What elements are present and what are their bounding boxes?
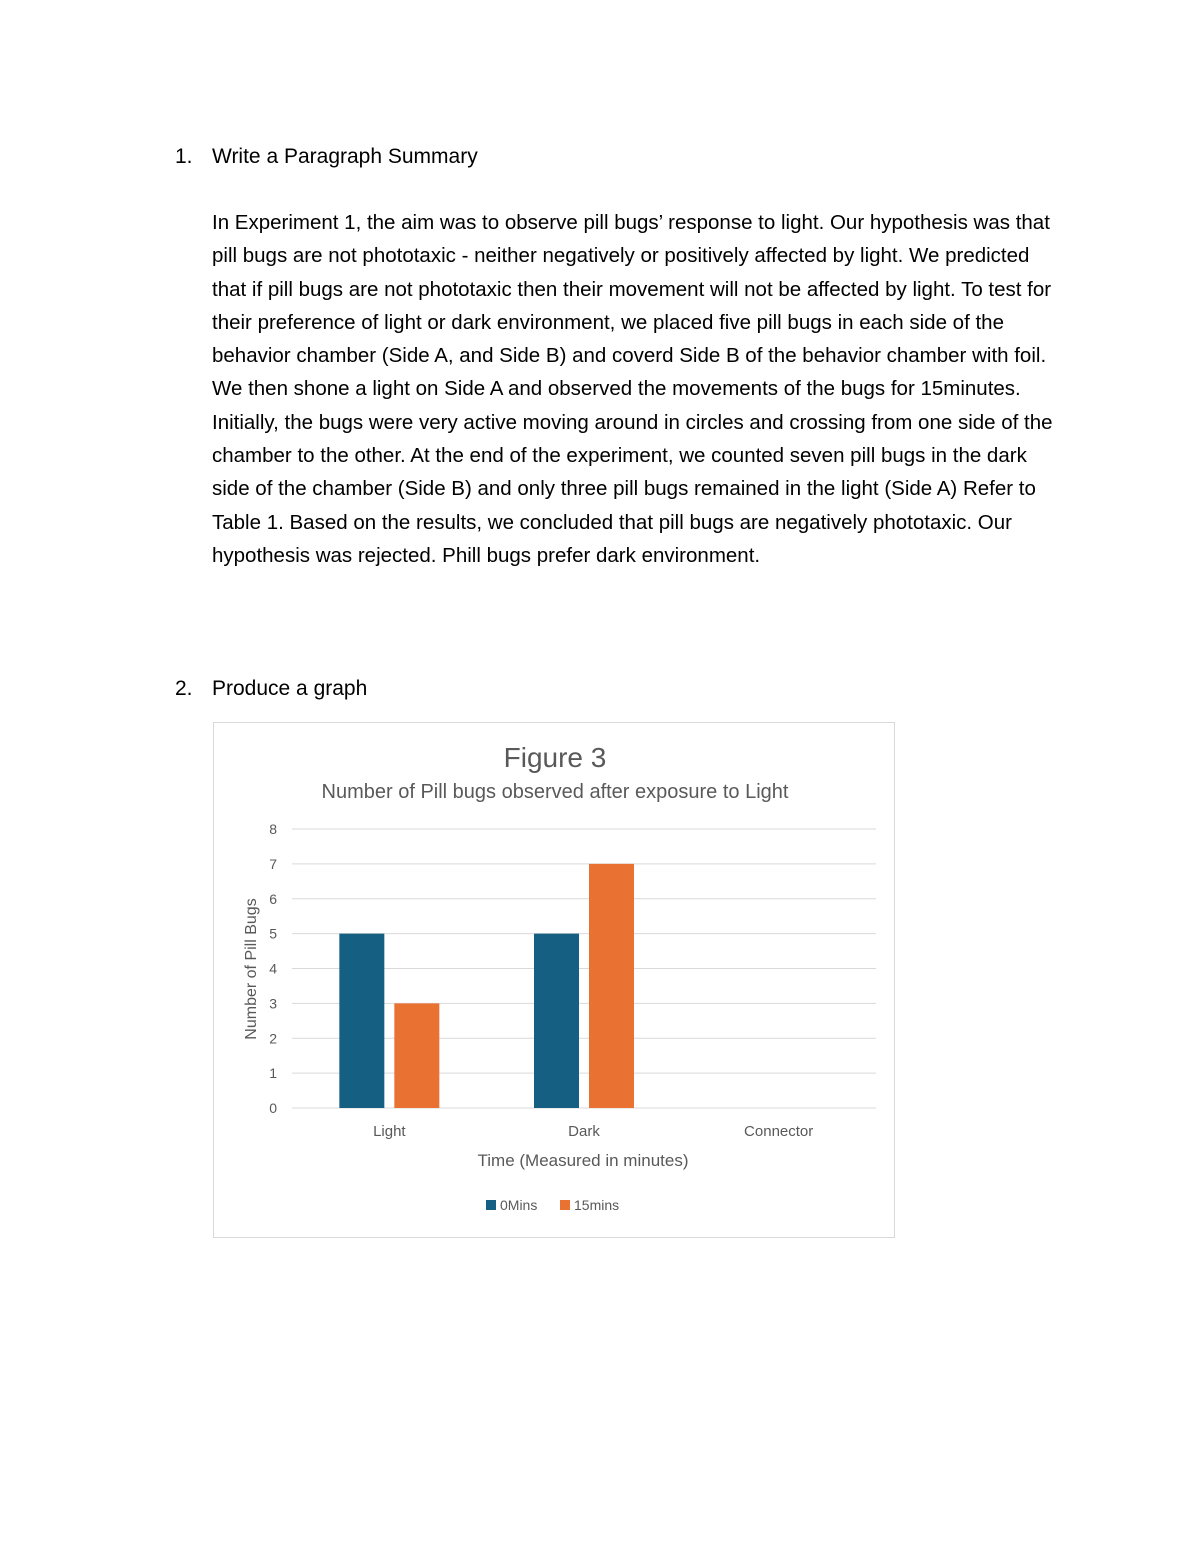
y-axis-label: Number of Pill Bugs [243,898,260,1040]
bars [339,864,634,1108]
y-axis-ticks [269,821,277,1116]
legend-swatch [486,1200,496,1210]
y-tick-label: 4 [269,960,277,977]
y-tick-label: 6 [269,890,277,907]
bar-light-0mins [339,934,384,1108]
y-tick-label: 7 [269,855,277,872]
bar-dark-0mins [534,934,579,1108]
bar-dark-15mins [589,864,634,1108]
y-tick-label: 8 [269,821,277,837]
chart-container [213,722,895,1238]
y-tick-label: 1 [269,1065,277,1082]
chart-subtitle: Number of Pill bugs observed after exposure to Light [321,781,789,803]
x-tick-label: Light [373,1123,406,1140]
legend-label: 0Mins [500,1197,538,1213]
chart-title: Figure 3 [503,742,607,773]
bar-chart [214,723,894,1237]
y-tick-label: 5 [269,925,277,942]
x-tick-label: Dark [568,1123,600,1140]
y-tick-label: 3 [269,995,277,1012]
chart-legend [486,1197,619,1213]
bar-light-15mins [394,1003,439,1108]
legend-swatch [560,1200,570,1210]
x-tick-label: Connector [744,1123,814,1140]
x-axis-label: Time (Measured in minutes) [477,1151,689,1170]
section-2-number: 2. [175,677,193,700]
section-2-heading: Produce a graph [212,677,368,700]
section-1-heading: Write a Paragraph Summary [212,145,478,168]
x-axis-ticks [373,1123,813,1140]
summary-paragraph: In Experiment 1, the aim was to observe pill bugs’ response to light. Our hypothesis was that pill bugs are not phototaxic - neither negatively or positively affected by light. We predicted that if pill bugs are not phototaxic then their movement will not be affected by light. To test for their preference of light or dark environment, we placed five pill bugs in each side of the behavior chamber (Side A, and Side B) and coverd Side B of the behavior chamber with foil. We then shone a light on Side A and observed the movements of the bugs for 15minutes. Initially, the bugs were very active moving around in circles and crossing from one side of the chamber to the other. At the end of the experiment, we counted seven pill bugs in the dark side of the chamber (Side B) and only three pill bugs remained in the light (Side A) Refer to Table 1. Based on the results, we concluded that pill bugs are negatively phototaxic. Our hypothesis was rejected. Phill bugs prefer dark environment. [212,211,1053,567]
section-1-number: 1. [175,145,193,168]
legend-label: 15mins [574,1197,620,1213]
y-tick-label: 2 [269,1030,277,1047]
y-tick-label: 0 [269,1100,277,1116]
